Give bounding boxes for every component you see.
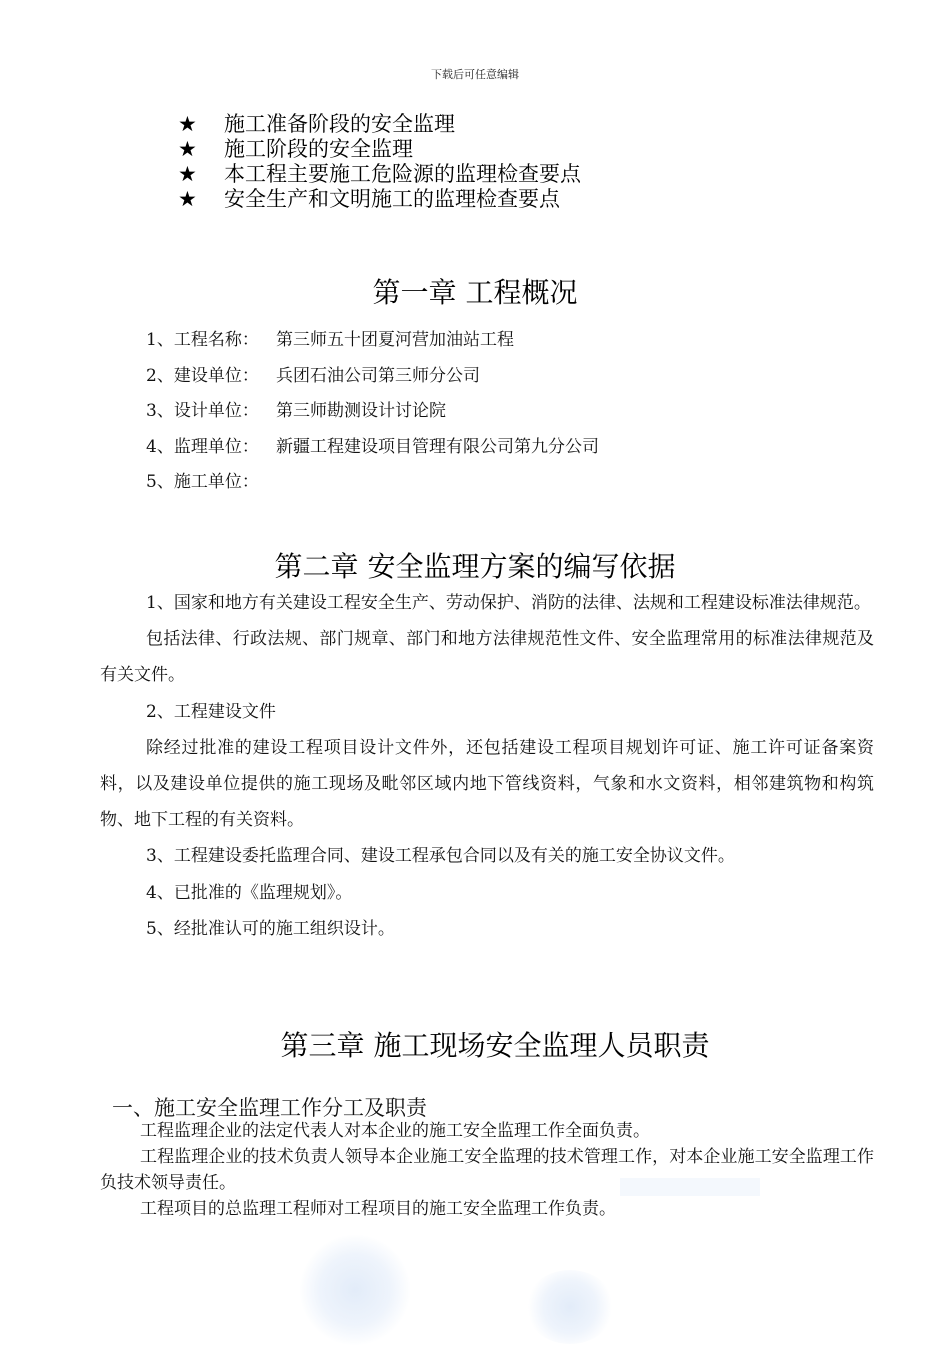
info-value: 新疆工程建设项目管理有限公司第九分公司 xyxy=(276,436,599,457)
toc-item-label: 本工程主要施工危险源的监理检查要点 xyxy=(224,162,581,186)
toc-item-label: 安全生产和文明施工的监理检查要点 xyxy=(224,187,560,211)
info-row xyxy=(146,465,599,501)
toc-item xyxy=(178,137,581,162)
paragraph: 工程监理企业的法定代表人对本企业的施工安全监理工作全面负责。 xyxy=(140,1121,650,1141)
watermark-emblem xyxy=(300,1235,410,1345)
star-icon: ★ xyxy=(178,187,197,211)
paragraph: 3、工程建设委托监理合同、建设工程承包合同以及有关的施工安全协议文件。 xyxy=(146,846,735,867)
toc-item-label: 施工准备阶段的安全监理 xyxy=(224,112,455,136)
section-title: 一、施工安全监理工作分工及职责 xyxy=(112,1096,427,1120)
chapter-2-body xyxy=(100,585,874,947)
paragraph: 除经过批准的建设工程项目设计文件外，还包括建设工程项目规划许可证、施工许可证备案资料，以及建设单位提供的施工现场及毗邻区域内地下管线资料，气象和水文资料，相邻建筑物和构筑物、地下工程的有关资料。 xyxy=(100,737,874,831)
watermark-text-band xyxy=(620,1178,760,1196)
paragraph: 1、国家和地方有关建设工程安全生产、劳动保护、消防的法律、法规和工程建设标准法律规范。 xyxy=(146,593,871,613)
toc-item xyxy=(178,162,581,187)
paragraph: 工程监理企业的技术负责人领导本企业施工安全监理的技术管理工作，对本企业施工安全监理工作负技术领导责任。 xyxy=(100,1147,874,1193)
info-row xyxy=(146,359,599,395)
toc-item xyxy=(178,112,581,137)
star-icon: ★ xyxy=(178,137,197,161)
star-icon: ★ xyxy=(178,112,197,136)
chapter-3-body xyxy=(100,1118,874,1222)
info-label: 4、监理单位： xyxy=(146,436,259,457)
info-value: 第三师勘测设计讨论院 xyxy=(276,401,446,421)
toc-list xyxy=(178,112,581,212)
paragraph: 5、经批准认可的施工组织设计。 xyxy=(146,918,395,939)
info-label: 1、工程名称： xyxy=(146,330,259,350)
page-header: 下载后可任意编辑 xyxy=(431,68,519,81)
paragraph: 4、已批准的《监理规划》。 xyxy=(146,882,353,903)
toc-item xyxy=(178,187,581,212)
project-info xyxy=(146,323,599,501)
info-value: 第三师五十团夏河营加油站工程 xyxy=(276,330,514,350)
watermark-emblem xyxy=(525,1270,615,1344)
info-row xyxy=(146,430,599,466)
chapter-2-title: 第二章 安全监理方案的编写依据 xyxy=(274,550,676,583)
chapter-1-title: 第一章 工程概况 xyxy=(372,276,578,309)
paragraph: 包括法律、行政法规、部门规章、部门和地方法律规范性文件、安全监理常用的标准法律规范及有关文件。 xyxy=(100,629,874,686)
info-row xyxy=(146,394,599,430)
paragraph: 2、工程建设文件 xyxy=(146,701,276,722)
chapter-3-title: 第三章 施工现场安全监理人员职责 xyxy=(280,1029,710,1062)
info-row xyxy=(146,323,599,359)
toc-item-label: 施工阶段的安全监理 xyxy=(224,137,413,161)
star-icon: ★ xyxy=(178,162,197,186)
info-value: 兵团石油公司第三师分公司 xyxy=(276,365,480,386)
info-label: 5、施工单位： xyxy=(146,472,259,492)
paragraph: 工程项目的总监理工程师对工程项目的施工安全监理工作负责。 xyxy=(140,1199,616,1219)
info-label: 3、设计单位： xyxy=(146,401,259,421)
info-label: 2、建设单位： xyxy=(146,365,259,386)
